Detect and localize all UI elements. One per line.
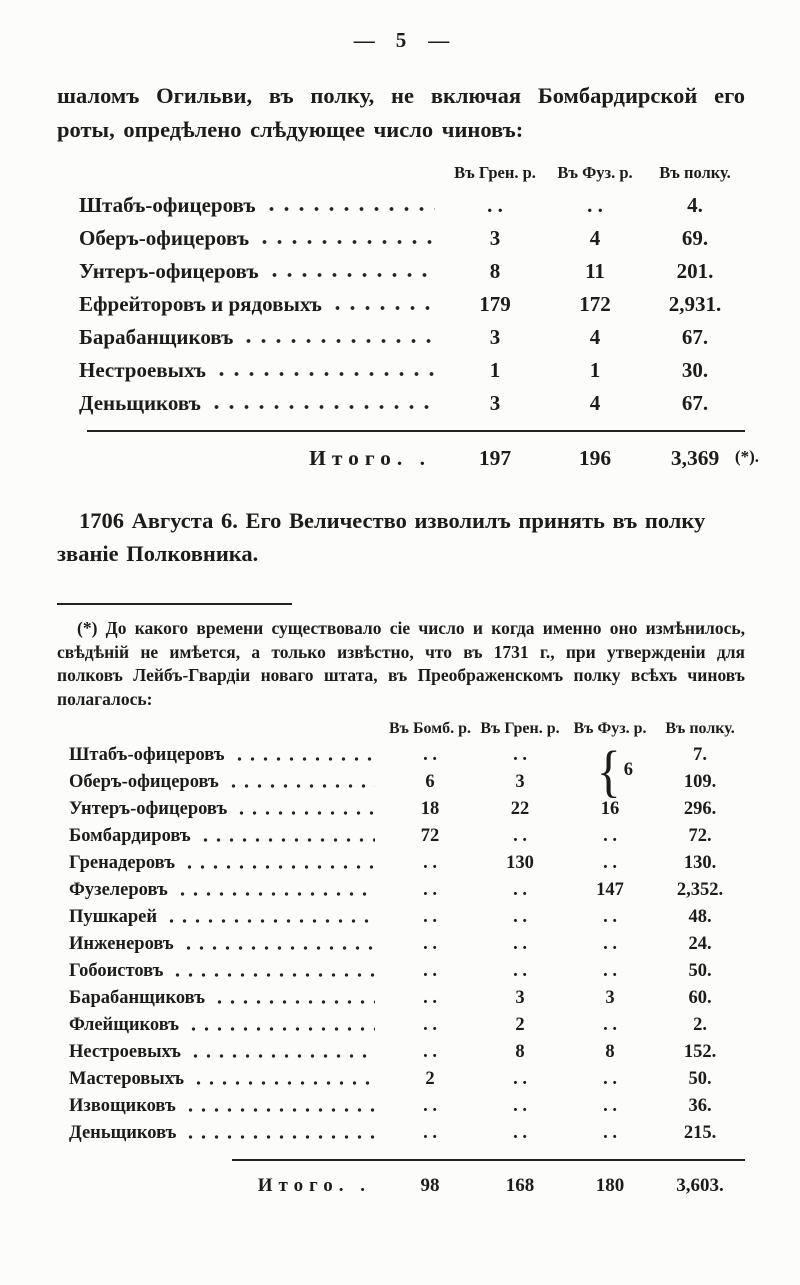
- table-row: [57, 958, 745, 985]
- total-value: 3,369: [670, 446, 720, 470]
- row-label: Мастеровыхъ: [69, 1068, 185, 1089]
- dot-leader: [330, 303, 435, 313]
- dot-leader: [199, 835, 375, 845]
- dot-leader: [165, 916, 375, 926]
- value-cell: . .: [603, 906, 617, 927]
- dot-leader: [213, 997, 375, 1007]
- row-label: Деньщиковъ: [69, 1122, 177, 1143]
- value-cell: . .: [603, 1095, 617, 1116]
- row-label: Нестроевыхъ: [69, 1041, 181, 1062]
- value-cell: . .: [423, 933, 437, 954]
- table1-total-row: [57, 440, 759, 478]
- value-cell: 11: [585, 258, 605, 283]
- value-cell: . .: [423, 906, 437, 927]
- table-row: [57, 1120, 745, 1147]
- value-cell: 2.: [693, 1014, 707, 1035]
- table-row: [57, 742, 745, 769]
- value-cell: . .: [603, 1014, 617, 1035]
- row-label: Ефрейторовъ и рядовыхъ: [79, 291, 322, 316]
- row-label: Нестроевыхъ: [79, 357, 206, 382]
- value-cell: . .: [423, 1041, 437, 1062]
- table-row: [57, 850, 745, 877]
- value-cell: . .: [513, 906, 527, 927]
- column-header: Въ полку.: [659, 162, 731, 182]
- row-label: Унтеръ-офицеровъ: [69, 798, 228, 819]
- value-cell: . .: [513, 1068, 527, 1089]
- row-label: Оберъ-офицеровъ: [69, 771, 219, 792]
- total-value: 168: [505, 1174, 535, 1196]
- value-cell: . .: [513, 879, 527, 900]
- value-cell: . .: [513, 933, 527, 954]
- brace-shared-value: 6: [623, 760, 633, 780]
- value-cell: 8: [605, 1041, 615, 1062]
- value-cell: 4: [589, 225, 601, 250]
- dot-leader: [235, 808, 375, 818]
- value-cell: 2: [425, 1068, 435, 1089]
- dot-leader: [171, 970, 375, 980]
- dot-leader: [227, 781, 375, 791]
- table-row: [57, 354, 745, 387]
- value-cell: . .: [513, 960, 527, 981]
- dot-leader: [264, 204, 435, 214]
- dot-leader: [241, 336, 435, 346]
- row-span-brace: [596, 738, 633, 803]
- value-cell: 16: [600, 798, 620, 819]
- value-cell: . .: [603, 1068, 617, 1089]
- table-row: [57, 904, 745, 931]
- strength-table-1731: [57, 720, 745, 1203]
- value-cell: 109.: [683, 771, 717, 792]
- dot-leader: [184, 1105, 375, 1115]
- row-label: Извощиковъ: [69, 1095, 176, 1116]
- value-cell: 152.: [683, 1041, 717, 1062]
- total-value: 196: [578, 446, 612, 470]
- value-cell: 48.: [688, 906, 712, 927]
- value-cell: 4.: [687, 192, 703, 217]
- value-cell: . .: [603, 852, 617, 873]
- value-cell: 201.: [676, 258, 714, 283]
- strength-table-1706: [57, 162, 759, 478]
- value-cell: . .: [423, 1122, 437, 1143]
- column-header: Въ Бомб. р.: [388, 719, 472, 737]
- value-cell: 60.: [688, 987, 712, 1008]
- row-label: Деньщиковъ: [79, 390, 201, 415]
- table-row: [57, 1066, 745, 1093]
- value-cell: . .: [423, 744, 437, 765]
- value-cell: 130.: [683, 852, 717, 873]
- value-cell: 215.: [683, 1122, 717, 1143]
- table-row: [57, 222, 745, 255]
- value-cell: 7.: [693, 744, 707, 765]
- value-cell: . .: [423, 1014, 437, 1035]
- dot-leader: [257, 237, 435, 247]
- row-label: Унтеръ-офицеровъ: [79, 258, 259, 283]
- footnote-separator: [57, 603, 292, 605]
- table-row: [57, 1093, 745, 1120]
- page-number: 5: [395, 28, 407, 52]
- value-cell: 130: [506, 852, 534, 873]
- footnote-text: До какого времени существовало сіе число и когда именно оно измѣнилось, свѣдѣній не имѣется, а только извѣстно, что въ 1731 г., при утвержденіи для полковъ Лейбъ-Гвардіи новаго штата, въ Преображенскомъ полку всѣхъ чиновъ полагалось:: [57, 618, 745, 709]
- row-label: Пушкарей: [69, 906, 158, 927]
- row-label: Штабъ-офицеровъ: [79, 192, 256, 217]
- value-cell: 50.: [688, 960, 712, 981]
- table-row: [57, 877, 745, 904]
- value-cell: 172: [579, 291, 611, 316]
- value-cell: 69.: [681, 225, 709, 250]
- table-row: [57, 769, 745, 796]
- value-cell: 1: [489, 357, 501, 382]
- total-value: 98: [420, 1174, 440, 1196]
- table-row: [57, 823, 745, 850]
- value-cell: . .: [487, 192, 503, 217]
- value-cell: 36.: [688, 1095, 712, 1116]
- value-cell: 6: [425, 771, 435, 792]
- value-cell: . .: [603, 1122, 617, 1143]
- table-row: [57, 1039, 745, 1066]
- value-cell: . .: [423, 879, 437, 900]
- total-value: 197: [478, 446, 512, 470]
- row-label: Барабанщиковъ: [69, 987, 205, 1008]
- dot-leader: [267, 270, 435, 280]
- page-number-dash-right: —: [428, 28, 449, 52]
- table2-header-row: [57, 720, 745, 738]
- column-header: Въ Фуз. р.: [573, 719, 647, 737]
- table-row: [57, 931, 745, 958]
- dot-leader: [233, 754, 375, 764]
- value-cell: . .: [423, 1095, 437, 1116]
- value-cell: 296.: [683, 798, 717, 819]
- value-cell: 24.: [688, 933, 712, 954]
- value-cell: . .: [603, 960, 617, 981]
- dot-leader: [176, 889, 375, 899]
- footnote-paragraph: [57, 617, 745, 712]
- column-header: Въ Грен. р.: [480, 719, 560, 737]
- footnote-marker: (*): [77, 618, 98, 638]
- total-label: Итого. .: [257, 1174, 371, 1196]
- value-cell: 8: [489, 258, 501, 283]
- value-cell: . .: [587, 192, 603, 217]
- value-cell: 4: [589, 324, 601, 349]
- value-cell: 22: [510, 798, 530, 819]
- table-row: [57, 288, 745, 321]
- value-cell: 179: [479, 291, 511, 316]
- row-label: Барабанщиковъ: [79, 324, 234, 349]
- table-row: [57, 387, 745, 420]
- value-cell: 50.: [688, 1068, 712, 1089]
- total-label: Итого. .: [309, 446, 431, 470]
- table-rule: [87, 430, 745, 432]
- value-cell: 3: [605, 987, 615, 1008]
- value-cell: 72.: [688, 825, 712, 846]
- dot-leader: [184, 1132, 375, 1142]
- value-cell: 2,931.: [668, 291, 722, 316]
- value-cell: 1: [589, 357, 601, 382]
- value-cell: 2,352.: [676, 879, 724, 900]
- row-label: Фузелеровъ: [69, 879, 168, 900]
- table-row: [57, 796, 745, 823]
- value-cell: . .: [423, 852, 437, 873]
- value-cell: . .: [513, 1095, 527, 1116]
- intro-paragraph: шаломъ Огильви, въ полку, не включая Бомбардирской его роты, опредѣлено слѣдующее число чиновъ:: [57, 83, 745, 142]
- value-cell: . .: [423, 960, 437, 981]
- value-cell: 147: [596, 879, 624, 900]
- column-header: Въ Грен. р.: [454, 162, 536, 182]
- row-label: Штабъ-офицеровъ: [69, 744, 225, 765]
- value-cell: 2: [515, 1014, 525, 1035]
- row-label: Бомбардировъ: [69, 825, 191, 846]
- row-label: Флейщиковъ: [69, 1014, 180, 1035]
- dot-leader: [192, 1078, 375, 1088]
- value-cell: 3: [515, 771, 525, 792]
- table2-total-row: [57, 1169, 745, 1203]
- dot-leader: [187, 1024, 375, 1034]
- table-rule: [232, 1159, 745, 1161]
- dot-leader: [182, 943, 375, 953]
- value-cell: 3: [489, 225, 501, 250]
- row-label: Гобоистовъ: [69, 960, 164, 981]
- page-number-dash-left: —: [353, 28, 374, 52]
- page-number-row: [57, 28, 745, 53]
- row-label: Оберъ-офицеровъ: [79, 225, 250, 250]
- value-cell: . .: [423, 987, 437, 1008]
- footnote-reference-mark: (*).: [734, 446, 759, 466]
- value-cell: . .: [513, 744, 527, 765]
- total-value: 180: [595, 1174, 625, 1196]
- value-cell: . .: [603, 933, 617, 954]
- table-row: [57, 255, 745, 288]
- value-cell: 3: [515, 987, 525, 1008]
- dot-leader: [214, 369, 435, 379]
- value-cell: 18: [420, 798, 440, 819]
- table-row: [57, 321, 745, 354]
- value-cell: 72: [420, 825, 440, 846]
- value-cell: 67.: [681, 390, 709, 415]
- value-cell: . .: [513, 825, 527, 846]
- paragraph-1706: 1706 Августа 6. Его Величество изволилъ принять въ полку званіе Полковника.: [57, 507, 706, 567]
- value-cell: 4: [589, 390, 601, 415]
- value-cell: 30.: [681, 357, 709, 382]
- brace-icon: {: [596, 738, 621, 803]
- table-row: [57, 1012, 745, 1039]
- column-header: Въ Фуз. р.: [557, 162, 633, 182]
- table1-body: [57, 189, 745, 420]
- dot-leader: [209, 402, 435, 412]
- table-row: [57, 985, 745, 1012]
- value-cell: . .: [603, 825, 617, 846]
- table2-body: [57, 738, 745, 1147]
- dot-leader: [183, 862, 375, 872]
- total-value: 3,603.: [676, 1174, 724, 1196]
- value-cell: 67.: [681, 324, 709, 349]
- value-cell: 3: [489, 324, 501, 349]
- value-cell: 8: [515, 1041, 525, 1062]
- row-label: Инженеровъ: [69, 933, 174, 954]
- value-cell: . .: [513, 1122, 527, 1143]
- table1-header-row: [57, 163, 745, 183]
- row-label: Гренадеровъ: [69, 852, 175, 873]
- dot-leader: [189, 1051, 375, 1061]
- column-header: Въ полку.: [665, 719, 735, 737]
- value-cell: 3: [489, 390, 501, 415]
- table-row: [57, 189, 745, 222]
